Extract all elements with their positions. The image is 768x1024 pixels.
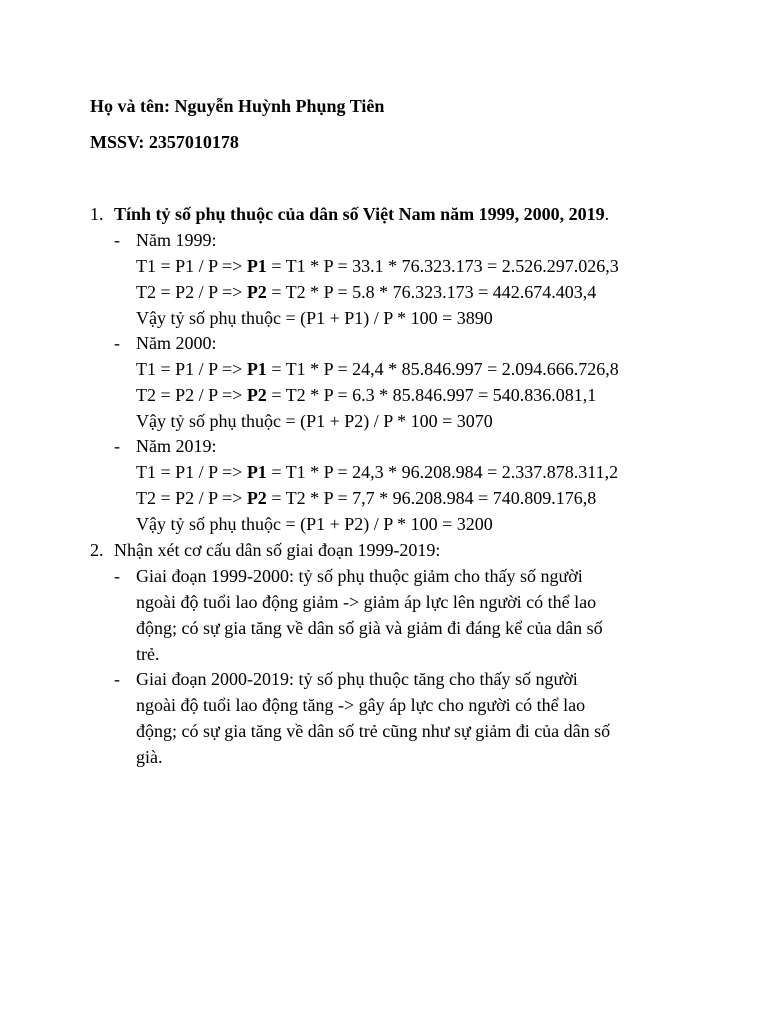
- remark-2-line: già.: [136, 747, 163, 767]
- formula-prefix: T1 = P1 / P =>: [136, 462, 247, 482]
- year-2019-dash: -: [114, 436, 120, 456]
- year-2019-t2-formula: [136, 485, 596, 511]
- year-1999-t2-formula: [136, 279, 596, 305]
- formula-prefix: T1 = P1 / P =>: [136, 359, 247, 379]
- formula-rest: = T2 * P = 5.8 * 76.323.173 = 442.674.403,4: [266, 282, 597, 302]
- section-2-number: 2.: [90, 540, 104, 560]
- formula-bold-var: P1: [246, 256, 267, 276]
- formula-bold-var: P2: [246, 488, 267, 508]
- formula-rest: = T2 * P = 6.3 * 85.846.997 = 540.836.081,1: [266, 385, 597, 405]
- remark-1-line: ngoài độ tuổi lao động giảm -> giảm áp lực lên người có thể lao: [136, 592, 597, 612]
- remark-1-line: động; có sự gia tăng về dân số già và giảm đi đáng kể của dân số: [136, 618, 603, 638]
- formula-prefix: T2 = P2 / P =>: [136, 488, 247, 508]
- formula-rest: = T1 * P = 24,3 * 96.208.984 = 2.337.878.311,2: [266, 462, 619, 482]
- formula-prefix: T2 = P2 / P =>: [136, 385, 247, 405]
- section-2-title: Nhận xét cơ cấu dân số giai đoạn 1999-2019:: [114, 540, 441, 560]
- section-1-title: [114, 201, 609, 227]
- formula-prefix: T2 = P2 / P =>: [136, 282, 247, 302]
- formula-bold-var: P2: [246, 385, 267, 405]
- remark-1-dash: -: [114, 566, 120, 586]
- year-2019-t1-formula: [136, 459, 618, 485]
- year-2000-t1-formula: [136, 356, 619, 382]
- year-1999-label: Năm 1999:: [136, 230, 217, 250]
- formula-rest: = T1 * P = 33.1 * 76.323.173 = 2.526.297.026,3: [266, 256, 619, 276]
- formula-bold-var: P2: [246, 282, 267, 302]
- formula-bold-var: P1: [246, 359, 267, 379]
- remark-2-line: Giai đoạn 2000-2019: tỷ số phụ thuộc tăng cho thấy số người: [136, 669, 578, 689]
- year-2000-label: Năm 2000:: [136, 333, 217, 353]
- formula-rest: = T2 * P = 7,7 * 96.208.984 = 740.809.176,8: [266, 488, 597, 508]
- student-id-line: MSSV: 2357010178: [90, 132, 239, 152]
- remark-2-line: ngoài độ tuổi lao động tăng -> gây áp lực cho người có thể lao: [136, 695, 586, 715]
- student-name-line: Họ và tên: Nguyễn Huỳnh Phụng Tiên: [90, 96, 385, 116]
- year-2000-result: Vậy tỷ số phụ thuộc = (P1 + P2) / P * 100 = 3070: [136, 411, 493, 431]
- section-1-title-period: .: [604, 204, 610, 224]
- year-1999-result: Vậy tỷ số phụ thuộc = (P1 + P1) / P * 100 = 3890: [136, 308, 493, 328]
- year-2019-result: Vậy tỷ số phụ thuộc = (P1 + P2) / P * 100 = 3200: [136, 514, 493, 534]
- year-2019-label: Năm 2019:: [136, 436, 217, 456]
- formula-rest: = T1 * P = 24,4 * 85.846.997 = 2.094.666.726,8: [266, 359, 619, 379]
- remark-1-line: Giai đoạn 1999-2000: tỷ số phụ thuộc giảm cho thấy số người: [136, 566, 583, 586]
- formula-prefix: T1 = P1 / P =>: [136, 256, 247, 276]
- year-1999-t1-formula: [136, 253, 619, 279]
- section-1-title-text: Tính tỷ số phụ thuộc của dân số Việt Nam năm 1999, 2000, 2019: [114, 204, 605, 224]
- year-2000-t2-formula: [136, 382, 596, 408]
- remark-2-line: động; có sự gia tăng về dân số trẻ cũng như sự giảm đi của dân số: [136, 721, 611, 741]
- section-1-number: 1.: [90, 204, 104, 224]
- year-2000-dash: -: [114, 333, 120, 353]
- year-1999-dash: -: [114, 230, 120, 250]
- remark-1-line: trẻ.: [136, 644, 160, 664]
- remark-2-dash: -: [114, 669, 120, 689]
- formula-bold-var: P1: [246, 462, 267, 482]
